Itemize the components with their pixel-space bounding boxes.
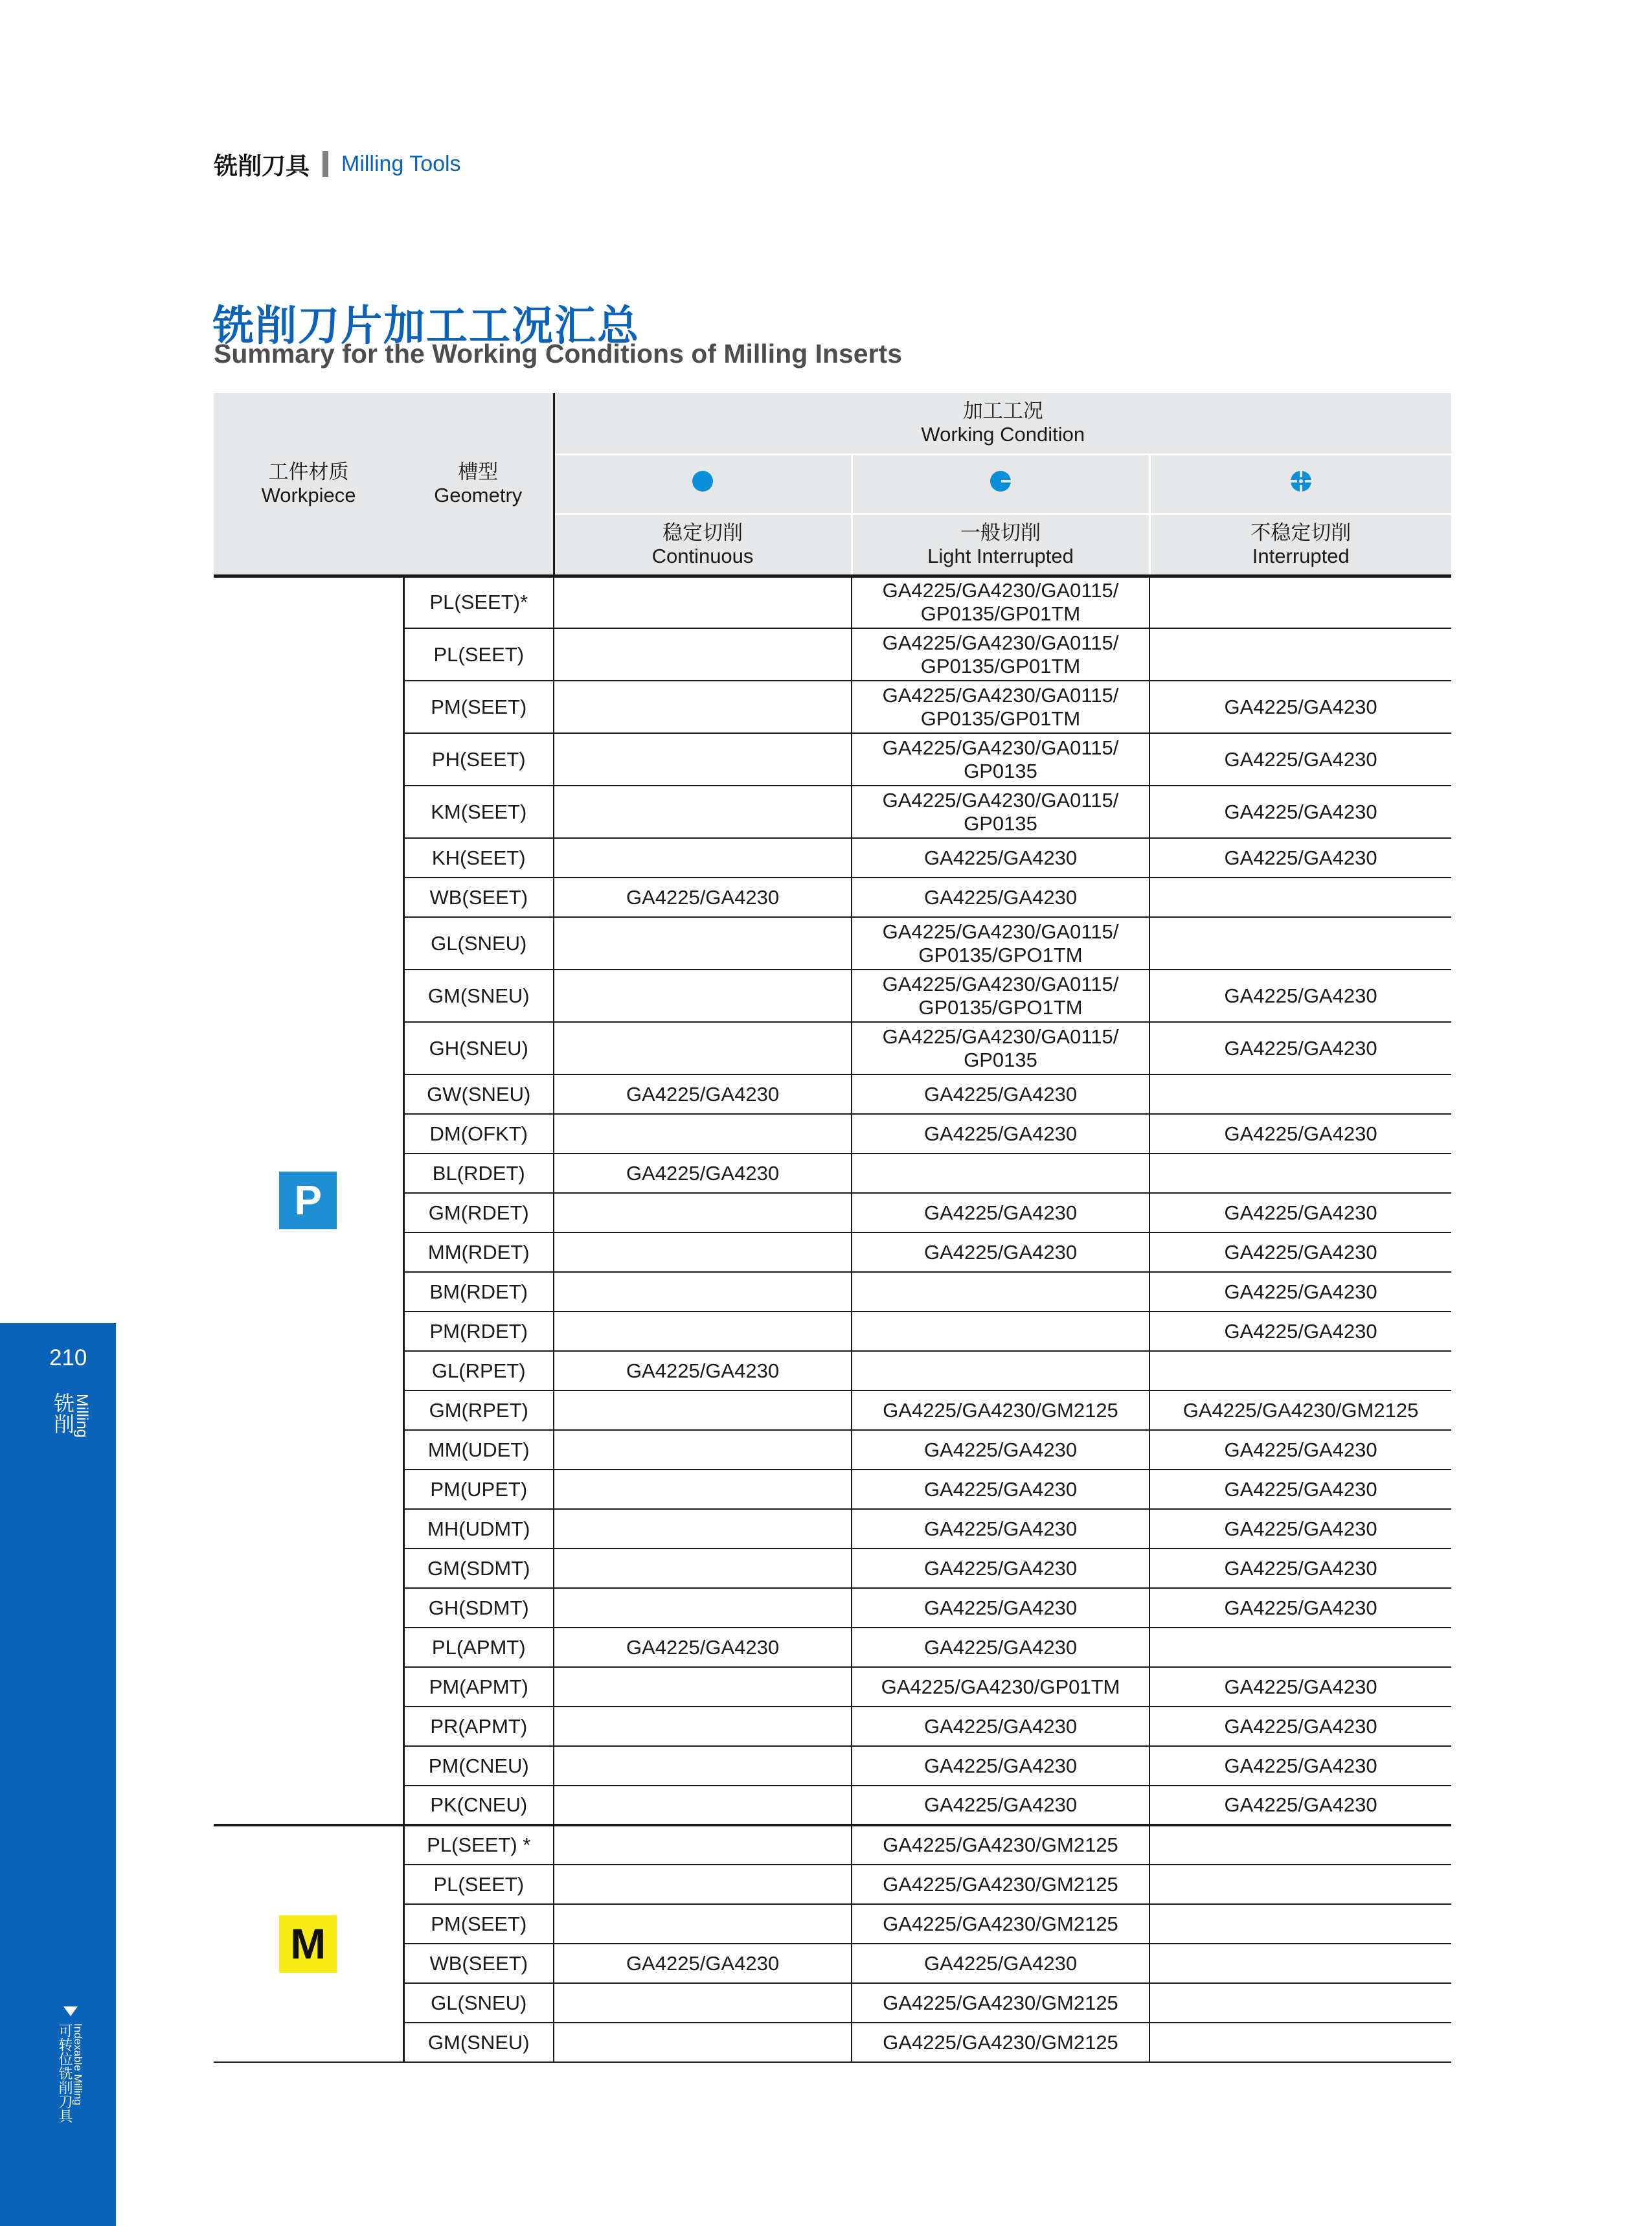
interrupted-cell: GA4225/GA4230	[1149, 1786, 1451, 1825]
light-interrupted-cell	[852, 628, 1149, 681]
geometry-cell: PM(RDET)	[403, 1312, 554, 1351]
light-interrupted-cell	[852, 1022, 1149, 1074]
interrupted-cell: GA4225/GA4230	[1149, 1588, 1451, 1628]
continuous-cell	[554, 1983, 852, 2023]
light-interrupted-cell	[852, 681, 1149, 733]
light-interrupted-line: GP0135/GP01TM	[920, 707, 1081, 730]
page-title: 铣削刀片加工工况汇总	[212, 302, 640, 350]
continuous-cell	[554, 1509, 852, 1549]
light-interrupted-line: GA4225/GA4230/GM2125	[883, 1991, 1118, 2014]
light-interrupted-cell	[852, 970, 1149, 1022]
interrupted-cell: GA4225/GA4230	[1149, 1232, 1451, 1272]
interrupted-cell: GA4225/GA4230	[1149, 681, 1451, 733]
geometry-cell: GH(SDMT)	[403, 1588, 554, 1628]
light-interrupted-line: GA4225/GA4230/GA0115/	[882, 736, 1119, 759]
interrupted-cell: GA4225/GA4230	[1149, 1707, 1451, 1746]
interrupted-cell	[1149, 917, 1451, 970]
section-header	[214, 146, 461, 182]
light-interrupted-cell	[852, 878, 1149, 917]
geometry-cell: GM(SDMT)	[403, 1549, 554, 1588]
geometry-cell: GW(SNEU)	[403, 1074, 554, 1114]
continuous-cell	[554, 1114, 852, 1153]
continuous-cell	[554, 1904, 852, 1944]
continuous-cell	[554, 838, 852, 878]
light-interrupted-line: GA4225/GA4230	[923, 1201, 1078, 1224]
geometry-cell: GM(RDET)	[403, 1193, 554, 1232]
continuous-cell	[554, 681, 852, 733]
light-interrupted-cell	[852, 1074, 1149, 1114]
working-condition-header: 加工工况 Working Condition	[554, 393, 1451, 454]
geometry-cell: PR(APMT)	[403, 1707, 554, 1746]
light-interrupted-cell	[852, 1983, 1149, 2023]
continuous-cell	[554, 1430, 852, 1470]
geometry-cell: PK(CNEU)	[403, 1786, 554, 1825]
continuous-cell	[554, 786, 852, 838]
geometry-cell: PL(APMT)	[403, 1628, 554, 1667]
continuous-cell	[554, 1707, 852, 1746]
light-interrupted-cell	[852, 1746, 1149, 1786]
light-interrupted-line: GA4225/GA4230/GA0115/	[882, 972, 1119, 995]
interrupted-cell: GA4225/GA4230	[1149, 733, 1451, 786]
light-interrupted-line: GP0135/GPO1TM	[918, 995, 1083, 1019]
continuous-cell	[554, 2023, 852, 2062]
header-divider	[322, 151, 328, 177]
continuous-cell	[554, 1746, 852, 1786]
interrupted-cell: GA4225/GA4230	[1149, 1114, 1451, 1153]
geometry-cell: KM(SEET)	[403, 786, 554, 838]
interrupted-cell	[1149, 1904, 1451, 1944]
geometry-cell: PL(SEET)	[403, 628, 554, 681]
continuous-cut-icon	[692, 470, 714, 492]
interrupted-cell: GA4225/GA4230	[1149, 1470, 1451, 1509]
continuous-cell	[554, 1272, 852, 1312]
geometry-cell: PL(SEET)	[403, 1865, 554, 1904]
light-interrupted-cell	[852, 1272, 1149, 1312]
continuous-cell	[554, 1667, 852, 1707]
light-interrupted-line: GP0135/GP01TM	[920, 654, 1081, 677]
interrupted-cell	[1149, 1983, 1451, 2023]
light-interrupted-line: GP0135/GP01TM	[920, 602, 1081, 626]
light-interrupted-cell	[852, 1707, 1149, 1746]
geometry-cell: PH(SEET)	[403, 733, 554, 786]
geometry-cell: WB(SEET)	[403, 1944, 554, 1983]
light-interrupted-cell	[852, 1114, 1149, 1153]
continuous-cell	[554, 1549, 852, 1588]
interrupted-cell	[1149, 1074, 1451, 1114]
interrupted-icon-cell	[1149, 454, 1451, 514]
light-interrupted-cell	[852, 1312, 1149, 1351]
geometry-cell: PL(SEET)*	[403, 576, 554, 628]
continuous-cell	[554, 1312, 852, 1351]
side-section-cn: 铣削	[51, 1392, 75, 1434]
light-interrupted-line: GA4225/GA4230	[923, 1517, 1078, 1540]
geometry-cell: GM(RPET)	[403, 1391, 554, 1430]
light-interrupted-cell	[852, 2023, 1149, 2062]
side-chapter-en: Indexable Milling	[72, 2023, 84, 2106]
interrupted-cell: GA4225/GA4230	[1149, 786, 1451, 838]
geometry-cell: PM(SEET)	[403, 681, 554, 733]
interrupted-cell	[1149, 1351, 1451, 1391]
continuous-cell: GA4225/GA4230	[554, 1944, 852, 1983]
interrupted-cell	[1149, 1628, 1451, 1667]
interrupted-cell: GA4225/GA4230	[1149, 1312, 1451, 1351]
light-interrupted-line: GA4225/GA4230/GM2125	[883, 1872, 1118, 1896]
light-interrupted-line: GA4225/GA4230	[923, 1240, 1078, 1264]
light-interrupted-line: GA4225/GA4230	[923, 1556, 1078, 1580]
geometry-cell: MM(RDET)	[403, 1232, 554, 1272]
light-interrupted-cell	[852, 576, 1149, 628]
geometry-cell: PM(CNEU)	[403, 1746, 554, 1786]
light-interrupted-line: GA4225/GA4230	[923, 1754, 1078, 1777]
continuous-cell: GA4225/GA4230	[554, 1153, 852, 1193]
geometry-cell: GM(SNEU)	[403, 2023, 554, 2062]
light-interrupted-cell	[852, 1509, 1149, 1549]
geometry-cell: BL(RDET)	[403, 1153, 554, 1193]
light-interrupted-cell	[852, 1865, 1149, 1904]
workpiece-cell	[214, 576, 403, 1825]
light-interrupted-cell	[852, 733, 1149, 786]
material-badge-m: M	[279, 1915, 337, 1973]
continuous-icon-cell	[554, 454, 852, 514]
geometry-cell: WB(SEET)	[403, 878, 554, 917]
light-interrupted-cell	[852, 917, 1149, 970]
interrupted-cell	[1149, 1825, 1451, 1865]
light-interrupted-line: GP0135	[964, 812, 1037, 835]
side-chapter-cn: 可转位铣削刀具	[56, 2023, 73, 2123]
interrupted-cell	[1149, 628, 1451, 681]
light-interrupted-line: GA4225/GA4230/GA0115/	[882, 1025, 1119, 1048]
continuous-cell	[554, 1786, 852, 1825]
geometry-cell: MM(UDET)	[403, 1430, 554, 1470]
continuous-header: 稳定切削 Continuous	[554, 514, 852, 576]
interrupted-cell	[1149, 1944, 1451, 1983]
light-interrupted-line: GA4225/GA4230	[923, 1438, 1078, 1461]
geometry-header: 槽型 Geometry	[403, 393, 554, 576]
section-title-en: Milling Tools	[341, 151, 461, 176]
continuous-cell: GA4225/GA4230	[554, 1351, 852, 1391]
geometry-cell: PM(APMT)	[403, 1667, 554, 1707]
interrupted-cell: GA4225/GA4230	[1149, 1193, 1451, 1232]
interrupted-cell: GA4225/GA4230	[1149, 838, 1451, 878]
light-interrupted-cell	[852, 1153, 1149, 1193]
continuous-cell	[554, 1391, 852, 1430]
continuous-cell	[554, 1588, 852, 1628]
continuous-cell: GA4225/GA4230	[554, 878, 852, 917]
table-row	[214, 576, 1451, 628]
page-subtitle: Summary for the Working Conditions of Milling Inserts	[214, 339, 903, 369]
light-interrupted-line: GA4225/GA4230	[923, 1635, 1078, 1659]
light-interrupted-cell	[852, 1193, 1149, 1232]
light-interrupted-line: GA4225/GA4230	[923, 1122, 1078, 1145]
light-interrupted-cell	[852, 1786, 1149, 1825]
interrupted-cell: GA4225/GA4230	[1149, 1430, 1451, 1470]
light-interrupted-line: GA4225/GA4230	[923, 1951, 1078, 1975]
interrupted-header: 不稳定切削 Interrupted	[1149, 514, 1451, 576]
light-interrupted-line: GA4225/GA4230/GM2125	[883, 2030, 1118, 2054]
light-interrupted-cell	[852, 1588, 1149, 1628]
interrupted-cell: GA4225/GA4230	[1149, 970, 1451, 1022]
interrupted-cell: GA4225/GA4230	[1149, 1549, 1451, 1588]
table-row	[214, 1825, 1451, 1865]
light-interrupted-cut-icon	[990, 470, 1012, 492]
geometry-cell: BM(RDET)	[403, 1272, 554, 1312]
light-interrupted-line: GA4225/GA4230	[923, 1082, 1078, 1106]
geometry-cell: PM(UPET)	[403, 1470, 554, 1509]
light-interrupted-cell	[852, 1430, 1149, 1470]
interrupted-cell	[1149, 576, 1451, 628]
interrupted-cut-icon	[1290, 470, 1312, 492]
light-interrupted-line: GA4225/GA4230/GM2125	[883, 1398, 1118, 1422]
light-interrupted-line: GA4225/GA4230/GA0115/	[882, 631, 1119, 654]
workpiece-header: 工件材质 Workpiece	[214, 393, 403, 576]
light-interrupted-cell	[852, 1470, 1149, 1509]
geometry-cell: PL(SEET) *	[403, 1825, 554, 1865]
interrupted-cell: GA4225/GA4230	[1149, 1746, 1451, 1786]
interrupted-cell	[1149, 878, 1451, 917]
continuous-cell	[554, 1865, 852, 1904]
geometry-cell: GL(RPET)	[403, 1351, 554, 1391]
material-badge-p: P	[279, 1172, 337, 1229]
continuous-cell	[554, 917, 852, 970]
geometry-cell: GH(SNEU)	[403, 1022, 554, 1074]
continuous-cell: GA4225/GA4230	[554, 1074, 852, 1114]
light-interrupted-line: GP0135	[964, 759, 1037, 782]
light-interrupted-line: GP0135/GPO1TM	[918, 943, 1083, 966]
light-interrupted-line: GA4225/GA4230/GM2125	[883, 1912, 1118, 1935]
light-interrupted-line: GA4225/GA4230	[923, 1477, 1078, 1501]
light-interrupted-cell	[852, 1232, 1149, 1272]
triangle-down-icon	[63, 2006, 78, 2016]
light-interrupted-line: GA4225/GA4230/GA0115/	[882, 920, 1119, 943]
interrupted-cell	[1149, 1153, 1451, 1193]
continuous-cell	[554, 1193, 852, 1232]
geometry-cell: GL(SNEU)	[403, 1983, 554, 2023]
geometry-cell: GL(SNEU)	[403, 917, 554, 970]
light-interrupted-cell	[852, 1904, 1149, 1944]
light-interrupted-line: GA4225/GA4230	[923, 1793, 1078, 1816]
light-interrupted-line: GA4225/GA4230/GA0115/	[882, 683, 1119, 707]
continuous-cell	[554, 733, 852, 786]
geometry-cell: GM(SNEU)	[403, 970, 554, 1022]
light-interrupted-line: GA4225/GA4230/GP01TM	[881, 1675, 1120, 1698]
light-interrupted-line: GA4225/GA4230/GA0115/	[882, 579, 1119, 602]
interrupted-cell: GA4225/GA4230	[1149, 1509, 1451, 1549]
interrupted-cell: GA4225/GA4230	[1149, 1667, 1451, 1707]
light-interrupted-line: GA4225/GA4230/GM2125	[883, 1834, 1118, 1856]
geometry-cell: DM(OFKT)	[403, 1114, 554, 1153]
light-interrupted-cell	[852, 1667, 1149, 1707]
light-interrupted-line: GP0135	[964, 1048, 1037, 1071]
interrupted-cell	[1149, 2023, 1451, 2062]
workpiece-cell	[214, 1825, 403, 2062]
geometry-cell: KH(SEET)	[403, 838, 554, 878]
light-interrupted-header: 一般切削 Light Interrupted	[852, 514, 1149, 576]
light-interrupted-icon-cell	[852, 454, 1149, 514]
continuous-cell	[554, 1022, 852, 1074]
continuous-cell	[554, 1232, 852, 1272]
geometry-cell: MH(UDMT)	[403, 1509, 554, 1549]
continuous-cell	[554, 1470, 852, 1509]
light-interrupted-cell	[852, 786, 1149, 838]
light-interrupted-line: GA4225/GA4230/GA0115/	[882, 788, 1119, 812]
interrupted-cell: GA4225/GA4230	[1149, 1272, 1451, 1312]
interrupted-cell	[1149, 1865, 1451, 1904]
continuous-cell	[554, 1825, 852, 1865]
light-interrupted-cell	[852, 1391, 1149, 1430]
light-interrupted-line: GA4225/GA4230	[923, 885, 1078, 909]
light-interrupted-cell	[852, 1351, 1149, 1391]
interrupted-cell: GA4225/GA4230/GM2125	[1149, 1391, 1451, 1430]
side-section-en: Milling	[73, 1394, 91, 1438]
interrupted-cell: GA4225/GA4230	[1149, 1022, 1451, 1074]
working-conditions-table	[214, 393, 1451, 2063]
light-interrupted-cell	[852, 1825, 1149, 1865]
light-interrupted-cell	[852, 1549, 1149, 1588]
light-interrupted-line: GA4225/GA4230	[923, 846, 1078, 869]
light-interrupted-cell	[852, 1628, 1149, 1667]
section-title-cn: 铣削刀具	[214, 152, 310, 180]
continuous-cell	[554, 628, 852, 681]
page-number: 210	[49, 1345, 87, 1370]
continuous-cell: GA4225/GA4230	[554, 1628, 852, 1667]
light-interrupted-line: GA4225/GA4230	[923, 1596, 1078, 1619]
light-interrupted-line: GA4225/GA4230	[923, 1714, 1078, 1738]
continuous-cell	[554, 576, 852, 628]
light-interrupted-cell	[852, 838, 1149, 878]
geometry-cell: PM(SEET)	[403, 1904, 554, 1944]
continuous-cell	[554, 970, 852, 1022]
light-interrupted-cell	[852, 1944, 1149, 1983]
